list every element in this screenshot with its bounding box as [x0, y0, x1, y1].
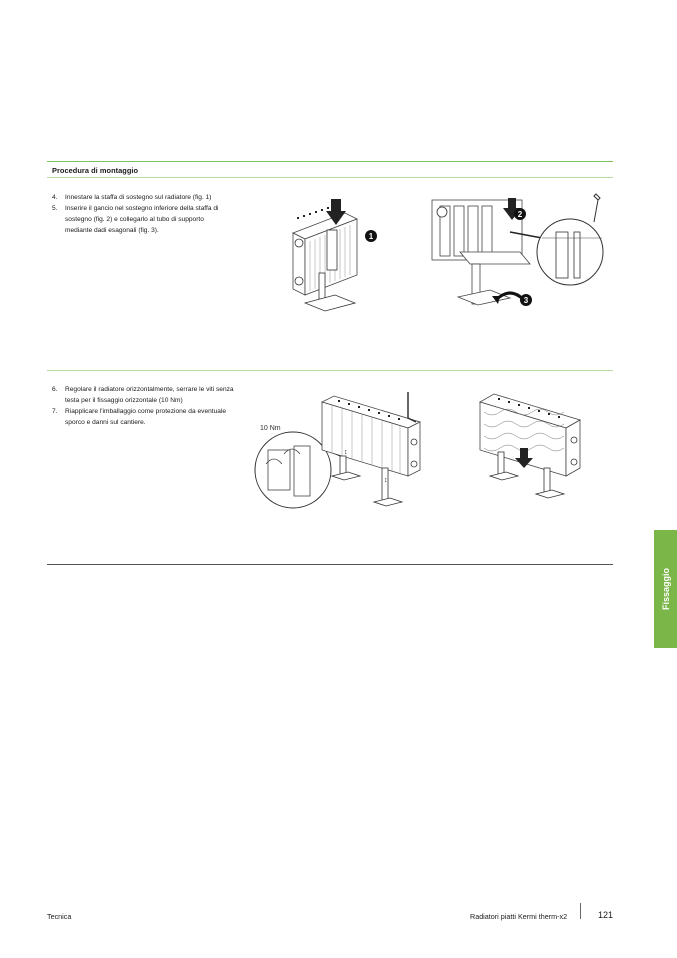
svg-text:↕: ↕ [344, 449, 348, 456]
section-divider [47, 370, 613, 371]
step-text: Inserire il gancio nel sostegno inferiore della staffa di sostegno (fig. 2) e collegarlo al tubo di supporto mediante dadi esagonali (fig. 3). [65, 205, 219, 234]
step-number: 6. [52, 386, 58, 393]
footer-document-title: Radiatori piatti Kermi therm-x2 [470, 912, 568, 921]
step-7 [52, 406, 237, 428]
step-text: Riapplicare l'imballaggio come protezione da eventuale sporco e danni sul cantiere. [65, 408, 227, 426]
figure-2-3-illustration [430, 192, 610, 322]
footer-separator [580, 903, 581, 919]
chapter-side-tab [654, 530, 677, 648]
figure-4-illustration [248, 388, 438, 520]
figure-2-badge: 2 [517, 210, 523, 219]
step-number: 7. [52, 408, 58, 415]
figure-1-badge: 1 [368, 232, 374, 241]
figure-1-illustration [285, 195, 385, 320]
torque-label: 10 Nm [260, 425, 281, 432]
svg-text:↕: ↕ [384, 477, 388, 484]
step-text: Innestare la staffa di sostegno sul radiatore (fig. 1) [65, 194, 212, 201]
figure-3-badge: 3 [523, 296, 529, 305]
section-end-rule [47, 564, 613, 565]
footer-section-name: Tecnica [47, 912, 72, 921]
steps-block-a [52, 192, 230, 236]
step-5 [52, 203, 230, 236]
section-top-rule [47, 161, 613, 162]
section-title: Procedura di montaggio [52, 166, 139, 175]
step-number: 5. [52, 205, 58, 212]
chapter-side-tab-label: Fissaggio [660, 567, 671, 611]
step-4 [52, 192, 230, 203]
page-number: 121 [598, 910, 614, 920]
step-text: Regolare il radiatore orizzontalmente, serrare le viti senza testa per il fissaggio orizzontale (10 Nm) [65, 386, 234, 404]
step-6 [52, 384, 237, 406]
figure-5-illustration [470, 388, 600, 508]
steps-block-b [52, 384, 237, 428]
step-number: 4. [52, 194, 58, 201]
section-title-underline [47, 177, 613, 178]
